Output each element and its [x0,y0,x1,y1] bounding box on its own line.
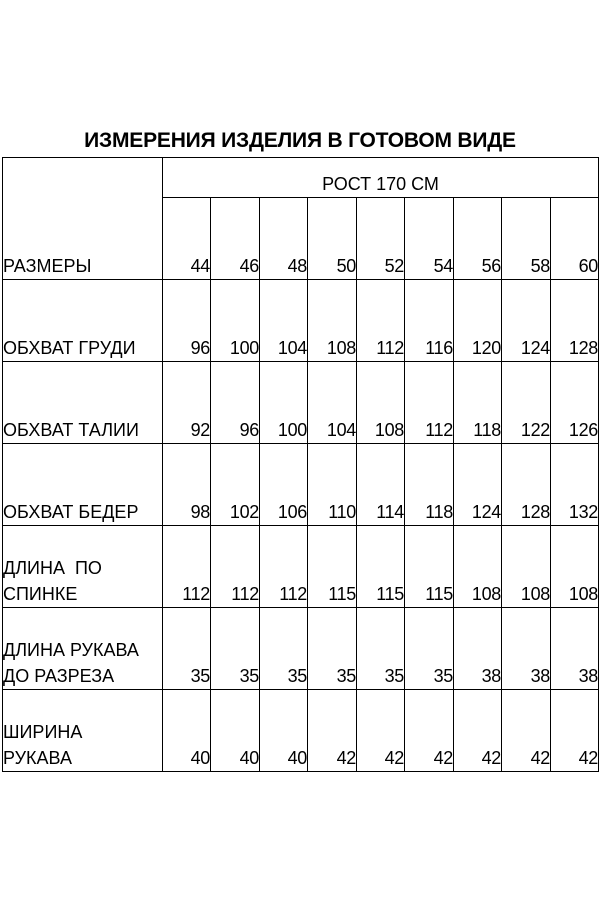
table-cell: 108 [308,280,357,362]
table-cell: 124 [502,280,551,362]
table-cell: 35 [308,608,357,690]
table-cell: 35 [405,608,454,690]
table-title: ИЗМЕРЕНИЯ ИЗДЕЛИЯ В ГОТОВОМ ВИДЕ [84,129,516,152]
table-cell: 102 [211,444,260,526]
table-cell: 100 [211,280,260,362]
table-cell: 110 [308,444,357,526]
height-header-row [3,158,599,198]
table-cell: 40 [163,690,211,772]
table-cell: 112 [211,526,260,608]
table-row [3,444,599,526]
size-cell: 46 [211,198,260,280]
table-cell: 42 [551,690,599,772]
table-cell: 118 [405,444,454,526]
table-cell: 35 [211,608,260,690]
size-cell: 52 [357,198,405,280]
table-cell: 108 [551,526,599,608]
table-cell: 118 [454,362,502,444]
size-cell: 58 [502,198,551,280]
row-label: ДЛИНА ПО СПИНКЕ [3,526,163,608]
row-label: ШИРИНА РУКАВА [3,690,163,772]
table-cell: 115 [357,526,405,608]
table-cell: 96 [211,362,260,444]
table-cell: 126 [551,362,599,444]
table-cell: 112 [260,526,308,608]
table-cell: 124 [454,444,502,526]
size-cell: 60 [551,198,599,280]
table-cell: 35 [163,608,211,690]
size-chart-table [2,157,599,772]
size-cell: 50 [308,198,357,280]
table-cell: 42 [502,690,551,772]
table-cell: 104 [260,280,308,362]
table-cell: 112 [405,362,454,444]
table-cell: 104 [308,362,357,444]
table-cell: 116 [405,280,454,362]
table-cell: 108 [502,526,551,608]
table-cell: 35 [260,608,308,690]
table-cell: 120 [454,280,502,362]
table-cell: 38 [454,608,502,690]
table-cell: 100 [260,362,308,444]
table-cell: 108 [454,526,502,608]
row-label: ОБХВАТ ГРУДИ [3,280,163,362]
table-cell: 122 [502,362,551,444]
table-cell: 114 [357,444,405,526]
row-label: ДЛИНА РУКАВА ДО РАЗРЕЗА [3,608,163,690]
table-row [3,280,599,362]
table-cell: 98 [163,444,211,526]
table-row [3,362,599,444]
size-cell: 48 [260,198,308,280]
table-cell: 40 [260,690,308,772]
size-cell: 56 [454,198,502,280]
table-cell: 106 [260,444,308,526]
size-cell: 44 [163,198,211,280]
table-row [3,526,599,608]
table-cell: 92 [163,362,211,444]
table-cell: 38 [502,608,551,690]
table-cell: 35 [357,608,405,690]
table-cell: 112 [357,280,405,362]
table-cell: 42 [405,690,454,772]
row-label: ОБХВАТ ТАЛИИ [3,362,163,444]
table-cell: 115 [405,526,454,608]
size-cell: 54 [405,198,454,280]
table-cell: 42 [454,690,502,772]
table-row [3,608,599,690]
table-cell: 108 [357,362,405,444]
size-row-label: РАЗМЕРЫ [3,158,163,280]
table-cell: 132 [551,444,599,526]
row-label: ОБХВАТ БЕДЕР [3,444,163,526]
table-cell: 128 [502,444,551,526]
table-row [3,690,599,772]
table-cell: 42 [308,690,357,772]
table-cell: 128 [551,280,599,362]
table-cell: 40 [211,690,260,772]
table-cell: 38 [551,608,599,690]
table-cell: 112 [163,526,211,608]
table-cell: 115 [308,526,357,608]
table-cell: 96 [163,280,211,362]
table-cell: 42 [357,690,405,772]
height-label: РОСТ 170 СМ [163,158,599,198]
